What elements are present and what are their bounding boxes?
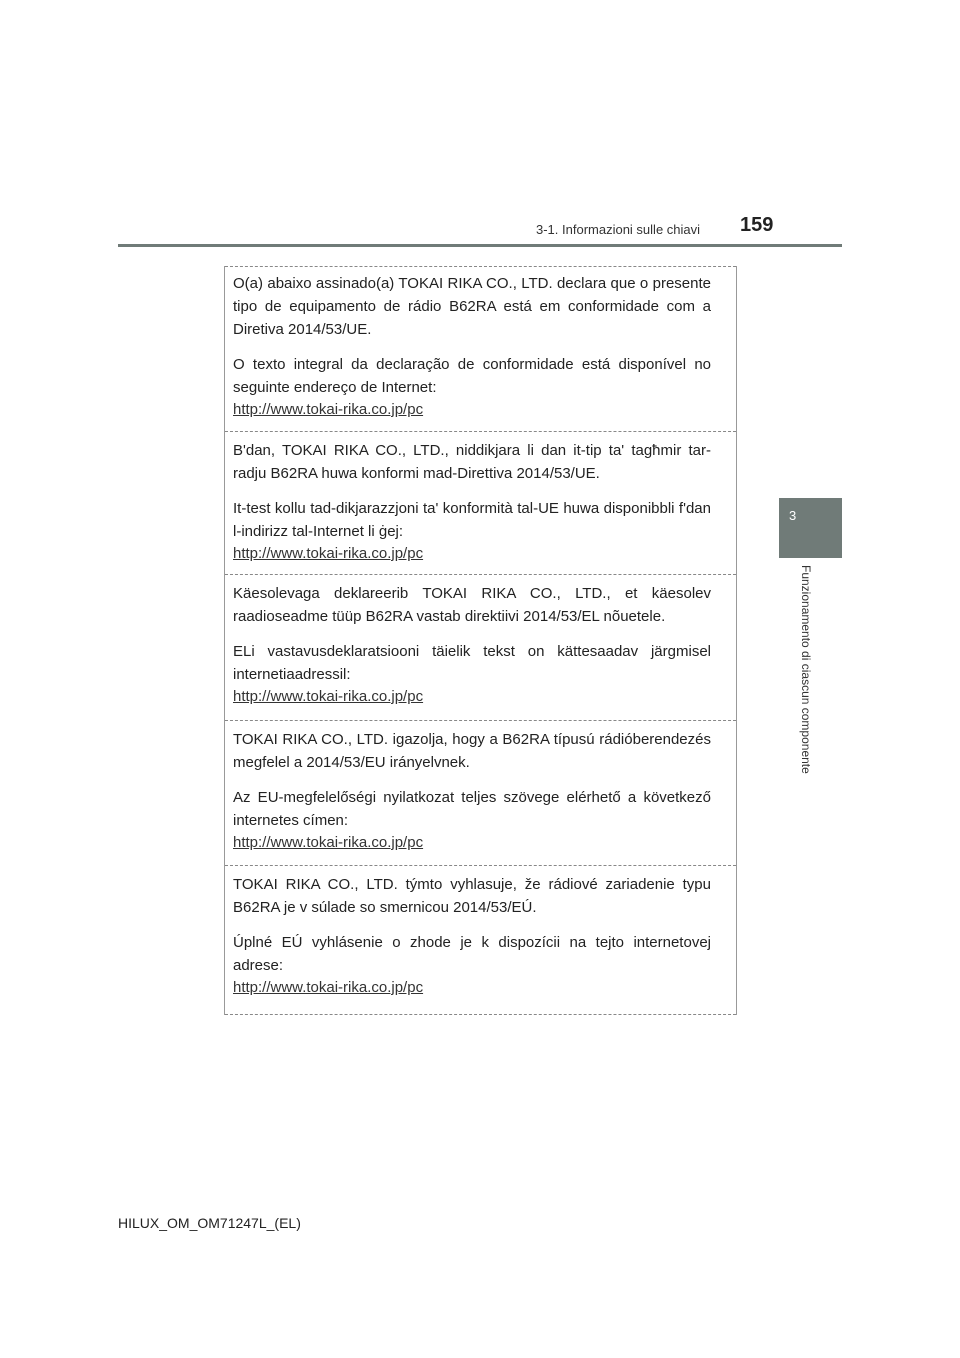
declaration-link[interactable]: http://www.tokai-rika.co.jp/pc xyxy=(233,401,424,418)
chapter-title: Funzionamento di ciascun componente xyxy=(799,565,813,774)
header-divider xyxy=(118,244,842,247)
declaration-availability: ELi vastavusdeklaratsiooni täielik tekst on kättesaadav järgmisel internetiaadressil: xyxy=(233,643,711,683)
declaration-statement: TOKAI RIKA CO., LTD. týmto vyhlasuje, že rádiové zariadenie typu B62RA je v súlade so smernicou 2014/53/EÚ. xyxy=(233,876,711,916)
declaration-link[interactable]: http://www.tokai-rika.co.jp/pc xyxy=(233,545,424,562)
declaration-availability: It-test kollu tad-dikjarazzjoni ta' konformità tal-UE huwa disponibbli f'dan l-indirizz tal-Internet li ġej: xyxy=(233,500,711,540)
declaration-link[interactable]: http://www.tokai-rika.co.jp/pc xyxy=(233,688,424,705)
declaration-maltese xyxy=(225,431,736,574)
declaration-portuguese xyxy=(225,266,736,431)
chapter-number: 3 xyxy=(789,508,797,523)
declaration-slovak xyxy=(225,865,736,1015)
declaration-link[interactable]: http://www.tokai-rika.co.jp/pc xyxy=(233,979,424,996)
declaration-statement: B'dan, TOKAI RIKA CO., LTD., niddikjara li dan it-tip ta' tagħmir tar-radju B62RA huwa konformi mad-Direttiva 2014/53/UE. xyxy=(233,442,711,482)
declaration-availability: Úplné EÚ vyhlásenie o zhode je k dispozícii na tejto internetovej adrese: xyxy=(233,934,711,974)
document-code: HILUX_OM_OM71247L_(EL) xyxy=(118,1215,301,1231)
declaration-link[interactable]: http://www.tokai-rika.co.jp/pc xyxy=(233,834,424,851)
declaration-availability: Az EU-megfelelőségi nyilatkozat teljes szövege elérhető a következő internetes címen: xyxy=(233,789,711,829)
declarations-box xyxy=(224,266,737,1015)
section-title: 3-1. Informazioni sulle chiavi xyxy=(536,222,701,237)
page-number: 159 xyxy=(740,214,774,236)
declaration-hungarian xyxy=(225,720,736,865)
chapter-tab xyxy=(779,498,842,558)
declaration-statement: Käesolevaga deklareerib TOKAI RIKA CO., LTD., et käesolev raadioseadme tüüp B62RA vastab direktiivi 2014/53/EL nõuetele. xyxy=(233,585,711,625)
declaration-estonian xyxy=(225,574,736,720)
declaration-availability: O texto integral da declaração de conformidade está disponível no seguinte endereço de Internet: xyxy=(233,356,711,396)
declaration-statement: O(a) abaixo assinado(a) TOKAI RIKA CO., LTD. declara que o presente tipo de equipamento de rádio B62RA está em conformidade com a Diretiva 2014/53/UE. xyxy=(233,275,711,338)
declaration-statement: TOKAI RIKA CO., LTD. igazolja, hogy a B62RA típusú rádióberendezés megfelel a 2014/53/EU irányelvnek. xyxy=(233,731,711,771)
